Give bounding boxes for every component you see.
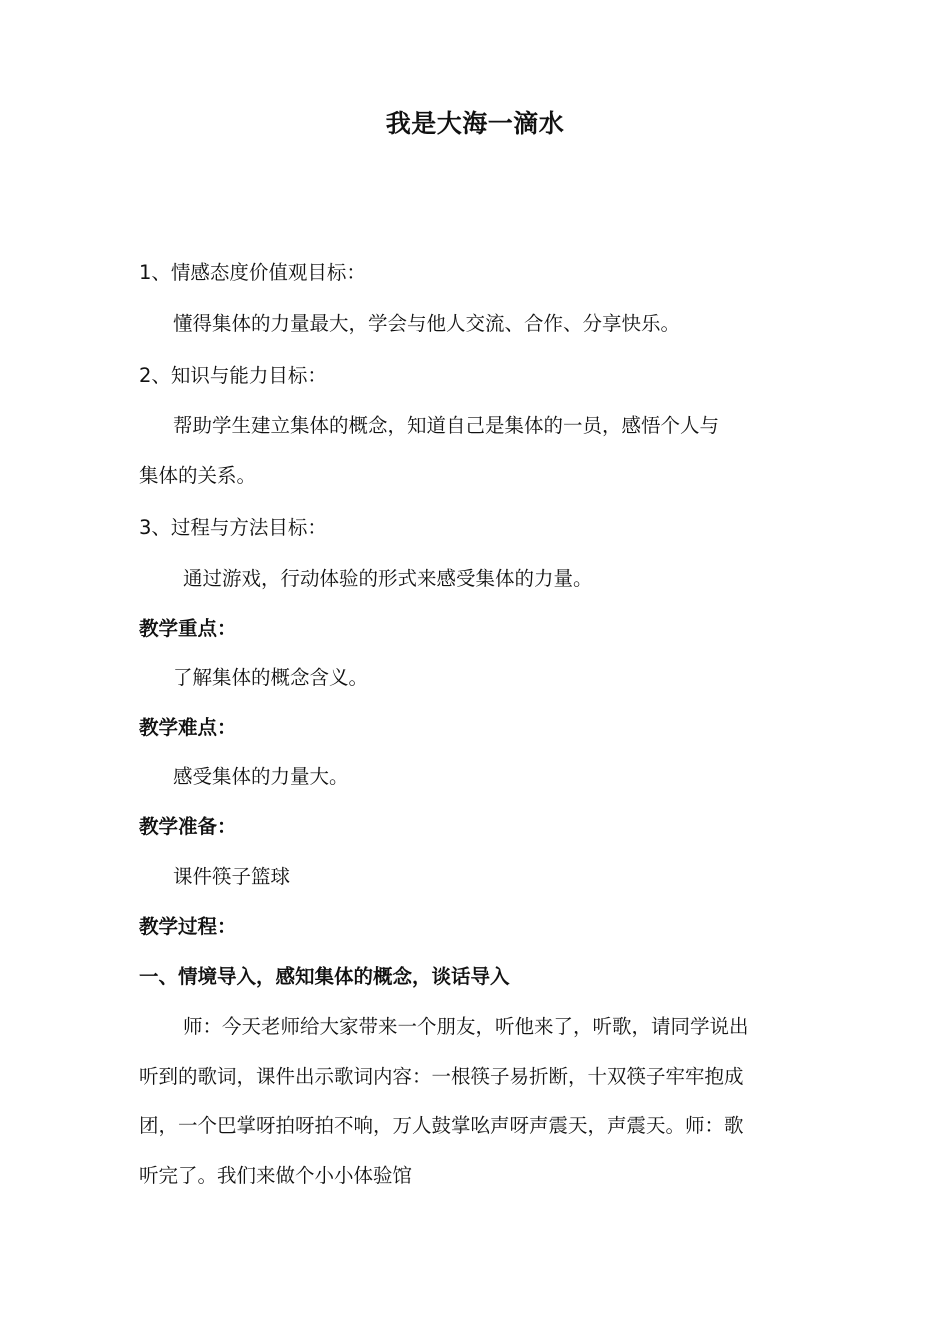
goal-1-body: 懂得集体的力量最大，学会与他人交流、合作、分享快乐。 bbox=[173, 312, 681, 335]
section-1-line-4: 听完了。我们来做个小小体验馆 bbox=[139, 1164, 413, 1187]
goal-2-body-line1: 帮助学生建立集体的概念，知道自己是集体的一员，感悟个人与 bbox=[173, 414, 720, 437]
preparation-heading: 教学准备： bbox=[139, 815, 237, 838]
key-point-body: 了解集体的概念含义。 bbox=[173, 666, 369, 689]
section-1-line-3: 团，一个巴掌呀拍呀拍不响，万人鼓掌吆声呀声震天，声震天。师：歌 bbox=[139, 1114, 744, 1137]
document-title: 我是大海一滴水 bbox=[385, 109, 565, 138]
section-1-heading: 一、情境导入，感知集体的概念，谈话导入 bbox=[139, 965, 510, 988]
goal-1-heading: 1、情感态度价值观目标： bbox=[139, 261, 366, 284]
difficulty-heading: 教学难点： bbox=[139, 716, 237, 739]
key-point-heading: 教学重点： bbox=[139, 617, 237, 640]
difficulty-body: 感受集体的力量大。 bbox=[173, 765, 349, 788]
section-1-line-2: 听到的歌词，课件出示歌词内容：一根筷子易折断，十双筷子牢牢抱成 bbox=[139, 1065, 744, 1088]
goal-2-body-line2: 集体的关系。 bbox=[139, 464, 257, 487]
goal-3-heading: 3、过程与方法目标： bbox=[139, 516, 327, 539]
section-1-line-1: 师：今天老师给大家带来一个朋友，听他来了，听歌，请同学说出 bbox=[183, 1015, 749, 1038]
preparation-body: 课件筷子篮球 bbox=[173, 865, 291, 888]
goal-2-heading: 2、知识与能力目标： bbox=[139, 364, 327, 387]
goal-3-body: 通过游戏，行动体验的形式来感受集体的力量。 bbox=[183, 567, 593, 590]
process-heading: 教学过程： bbox=[139, 915, 237, 938]
